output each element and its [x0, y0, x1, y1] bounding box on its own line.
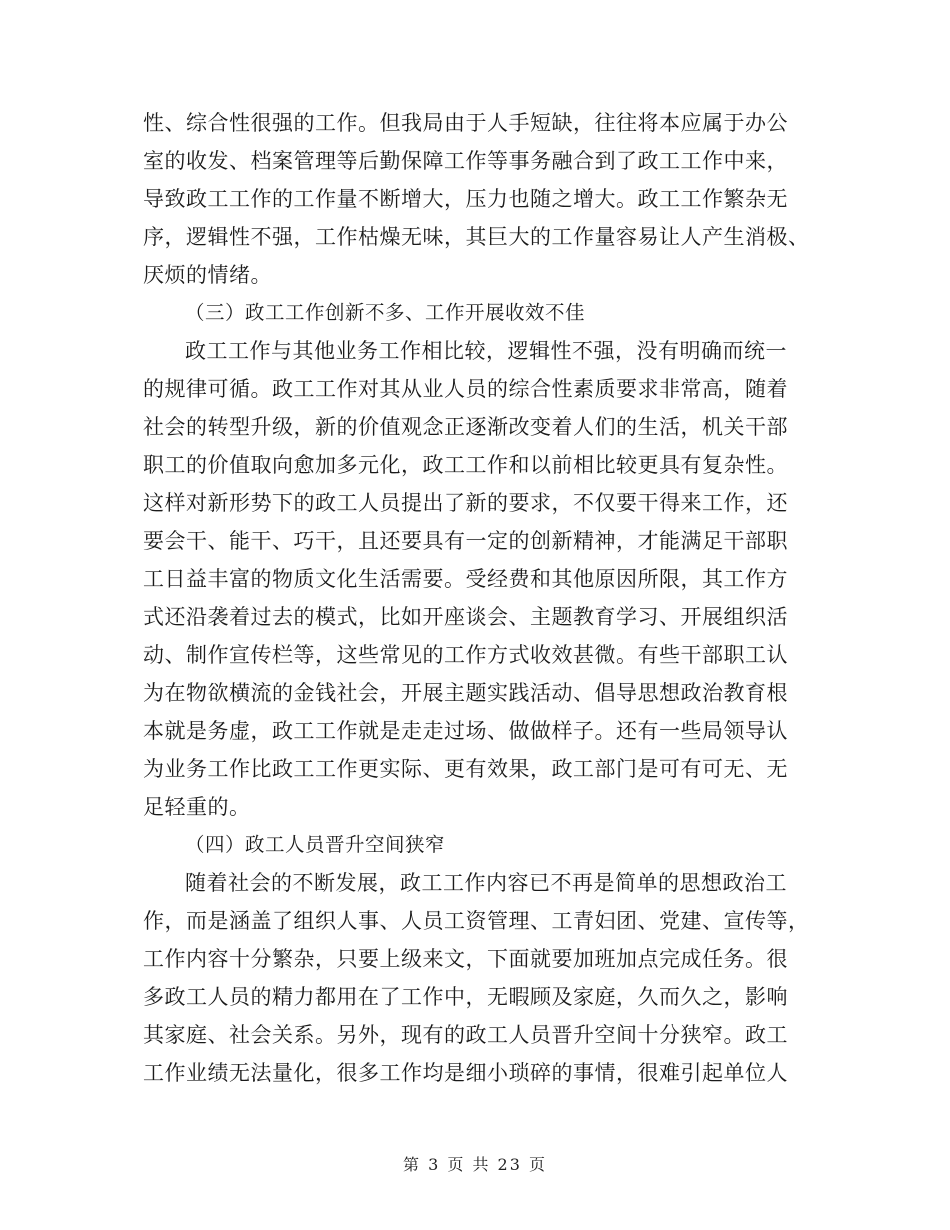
paragraph-line: 本就是务虚，政工工作就是走走过场、做做样子。还有一些局领导认: [143, 719, 788, 743]
paragraph-line: 其家庭、社会关系。另外，现有的政工人员晋升空间十分狭窄。政工: [143, 1023, 788, 1047]
document-body: [143, 104, 810, 1092]
paragraph-line: 工作内容十分繁杂，只要上级来文，下面就要加班加点完成任务。很: [143, 947, 788, 971]
paragraph-line: 序，逻辑性不强，工作枯燥无味，其巨大的工作量容易让人产生消极、: [143, 225, 810, 249]
paragraph-line: 多政工人员的精力都用在了工作中，无暇顾及家庭，久而久之，影响: [143, 985, 788, 1009]
paragraph-line: 随着社会的不断发展，政工工作内容已不再是简单的思想政治工: [185, 871, 787, 895]
paragraph-line: 的规律可循。政工工作对其从业人员的综合性素质要求非常高，随着: [143, 377, 788, 401]
paragraph-line: 作，而是涵盖了组织人事、人员工资管理、工青妇团、党建、宣传等，: [143, 909, 810, 933]
section-heading: （三）政工工作创新不多、工作开展收效不佳: [185, 301, 586, 324]
paragraph-line: 这样对新形势下的政工人员提出了新的要求，不仅要干得来工作，还: [143, 491, 788, 515]
paragraph-line: 社会的转型升级，新的价值观念正逐渐改变着人们的生活，机关干部: [143, 415, 788, 439]
paragraph-line: 职工的价值取向愈加多元化，政工工作和以前相比较更具有复杂性。: [143, 453, 788, 477]
paragraph-line: 动、制作宣传栏等，这些常见的工作方式收效甚微。有些干部职工认: [143, 643, 788, 667]
paragraph-line: 要会干、能干、巧干，且还要具有一定的创新精神，才能满足干部职: [143, 529, 788, 553]
paragraph-line: 导致政工工作的工作量不断增大，压力也随之增大。政工工作繁杂无: [143, 187, 788, 211]
paragraph-line: 为在物欲横流的金钱社会，开展主题实践活动、倡导思想政治教育根: [143, 681, 788, 705]
paragraph-line: 室的收发、档案管理等后勤保障工作等事务融合到了政工工作中来，: [143, 149, 788, 173]
paragraph-line: 性、综合性很强的工作。但我局由于人手短缺，往往将本应属于办公: [143, 111, 788, 135]
paragraph-line: 为业务工作比政工工作更实际、更有效果，政工部门是可有可无、无: [143, 757, 788, 781]
paragraph-line: 工日益丰富的物质文化生活需要。受经费和其他原因所限，其工作方: [143, 567, 788, 591]
paragraph-line: 工作业绩无法量化，很多工作均是细小琐碎的事情，很难引起单位人: [143, 1061, 788, 1085]
paragraph-line: 式还沿袭着过去的模式，比如开座谈会、主题教育学习、开展组织活: [143, 605, 788, 629]
paragraph-line: 政工工作与其他业务工作相比较，逻辑性不强，没有明确而统一: [185, 339, 787, 363]
paragraph-line: 足轻重的。: [143, 795, 251, 819]
section-heading: （四）政工人员晋升空间狭窄: [185, 833, 446, 856]
paragraph-line: 厌烦的情绪。: [143, 263, 272, 287]
page-footer: 第 3 页 共 23 页: [403, 1155, 547, 1174]
